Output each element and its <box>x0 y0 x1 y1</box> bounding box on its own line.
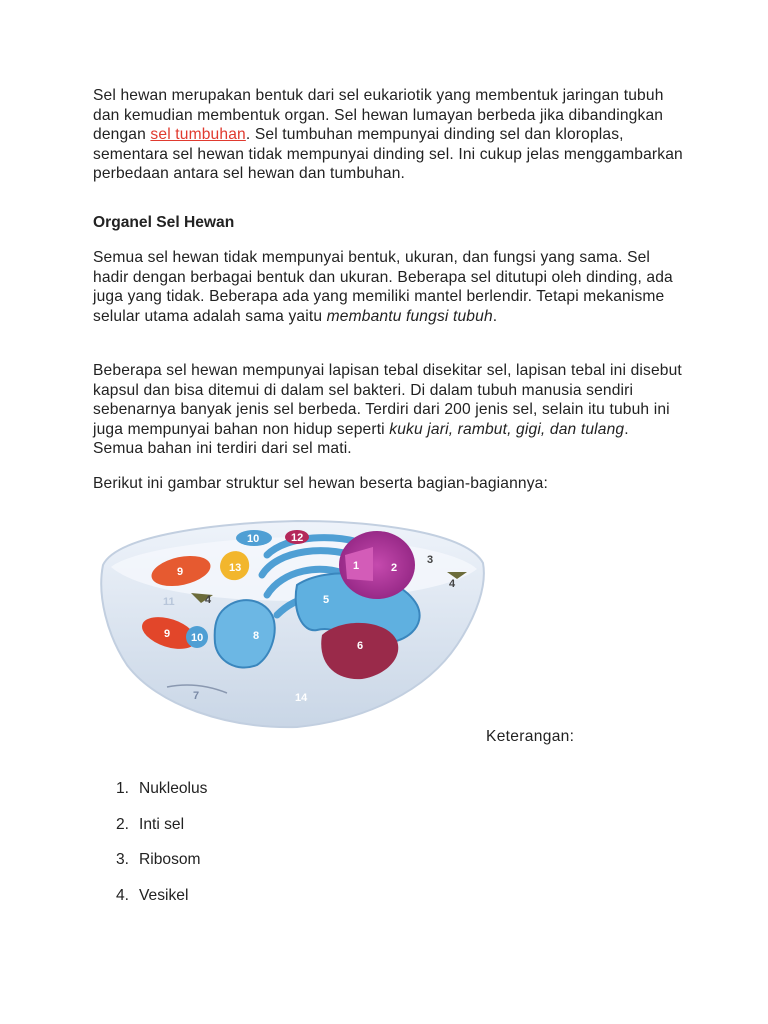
label-5: 5 <box>323 594 330 606</box>
label-12: 12 <box>291 532 304 544</box>
label-14: 14 <box>295 692 308 704</box>
figure-caption: Keterangan: <box>486 728 575 745</box>
paragraph-kapsul-text: Beberapa sel hewan mempunyai lapisan tebal disekitar sel, lapisan tebal ini disebut kapsul dan bisa ditemui di dalam sel bakteri. Di dalam tubuh manusia sendiri sebenarnya banyak jenis sel berbeda. Terdiri dari 200 jenis sel, selain itu tubuh ini juga mempunyai bahan non hidup seperti <box>93 362 682 438</box>
animal-cell-svg <box>97 515 489 735</box>
legend-number: 1. <box>116 780 130 797</box>
legend-item <box>116 850 207 886</box>
article <box>93 86 683 492</box>
paragraph-intro-text-end: . Sel tumbuhan mempunyai dinding sel dan kloroplas, sementara sel hewan tidak mempunyai dinding sel. Ini cukup jelas menggambarkan perbedaan antara sel hewan dan tumbuhan. <box>93 126 683 183</box>
paragraph-organel <box>93 248 683 326</box>
paragraph-kapsul <box>93 361 683 459</box>
label-6: 6 <box>357 640 364 652</box>
legend-item <box>116 886 207 922</box>
paragraph-intro <box>93 86 683 184</box>
paragraph-kapsul-end: . Semua bahan ini terdiri dari sel mati. <box>93 420 629 458</box>
label-7: 7 <box>193 690 200 702</box>
link-sel-tumbuhan[interactable]: sel tumbuhan <box>150 126 246 144</box>
label-3: 3 <box>427 554 434 566</box>
label-4b: 4 <box>205 594 212 606</box>
legend-label: Vesikel <box>139 887 189 905</box>
legend-number: 2. <box>116 815 130 833</box>
legend-number: 3. <box>116 851 130 869</box>
legend-label: Ribosom <box>139 851 201 869</box>
section-heading: Organel Sel Hewan <box>93 214 235 231</box>
label-9b: 9 <box>164 628 171 640</box>
legend-label: Nukleolus <box>139 780 208 797</box>
paragraph-organel-end: . <box>492 307 498 325</box>
paragraph-figure-intro: Berikut ini gambar struktur sel hewan beserta bagian-bagiannya: <box>93 475 548 492</box>
animal-cell-illustration <box>97 515 489 735</box>
paragraph-organel-text: Semua sel hewan tidak mempunyai bentuk, ukuran, dan fungsi yang sama. Sel hadir dengan berbagai bentuk dan ukuran. Beberapa sel ditutupi oleh dinding, ada juga yang tidak. Beberapa ada yang memiliki mantel berlendir. Tetapi mekanisme selular utama adalah sama yaitu <box>93 249 673 325</box>
legend-item <box>116 815 207 851</box>
label-13: 13 <box>229 562 242 574</box>
label-4a: 4 <box>449 578 456 590</box>
paragraph-kapsul-italic: kuku jari, rambut, gigi, dan tulang <box>389 420 625 438</box>
label-11: 11 <box>163 596 175 608</box>
smooth-er <box>215 600 275 667</box>
label-9a: 9 <box>177 566 184 578</box>
label-10b: 10 <box>191 632 204 644</box>
label-2: 2 <box>391 562 398 574</box>
legend-number: 4. <box>116 887 130 905</box>
paragraph-intro-text: Sel hewan merupakan bentuk dari sel eukariotik yang membentuk jaringan tubuh dan kemudian membentuk organ. Sel hewan lumayan berbeda jika dibandingkan dengan <box>93 87 664 144</box>
label-1: 1 <box>353 560 360 572</box>
legend-label: Inti sel <box>139 815 185 833</box>
paragraph-organel-italic: membantu fungsi tubuh <box>326 307 493 325</box>
label-8: 8 <box>253 630 260 642</box>
label-10a: 10 <box>247 533 260 545</box>
legend-list <box>116 779 207 922</box>
legend-item <box>116 779 207 815</box>
